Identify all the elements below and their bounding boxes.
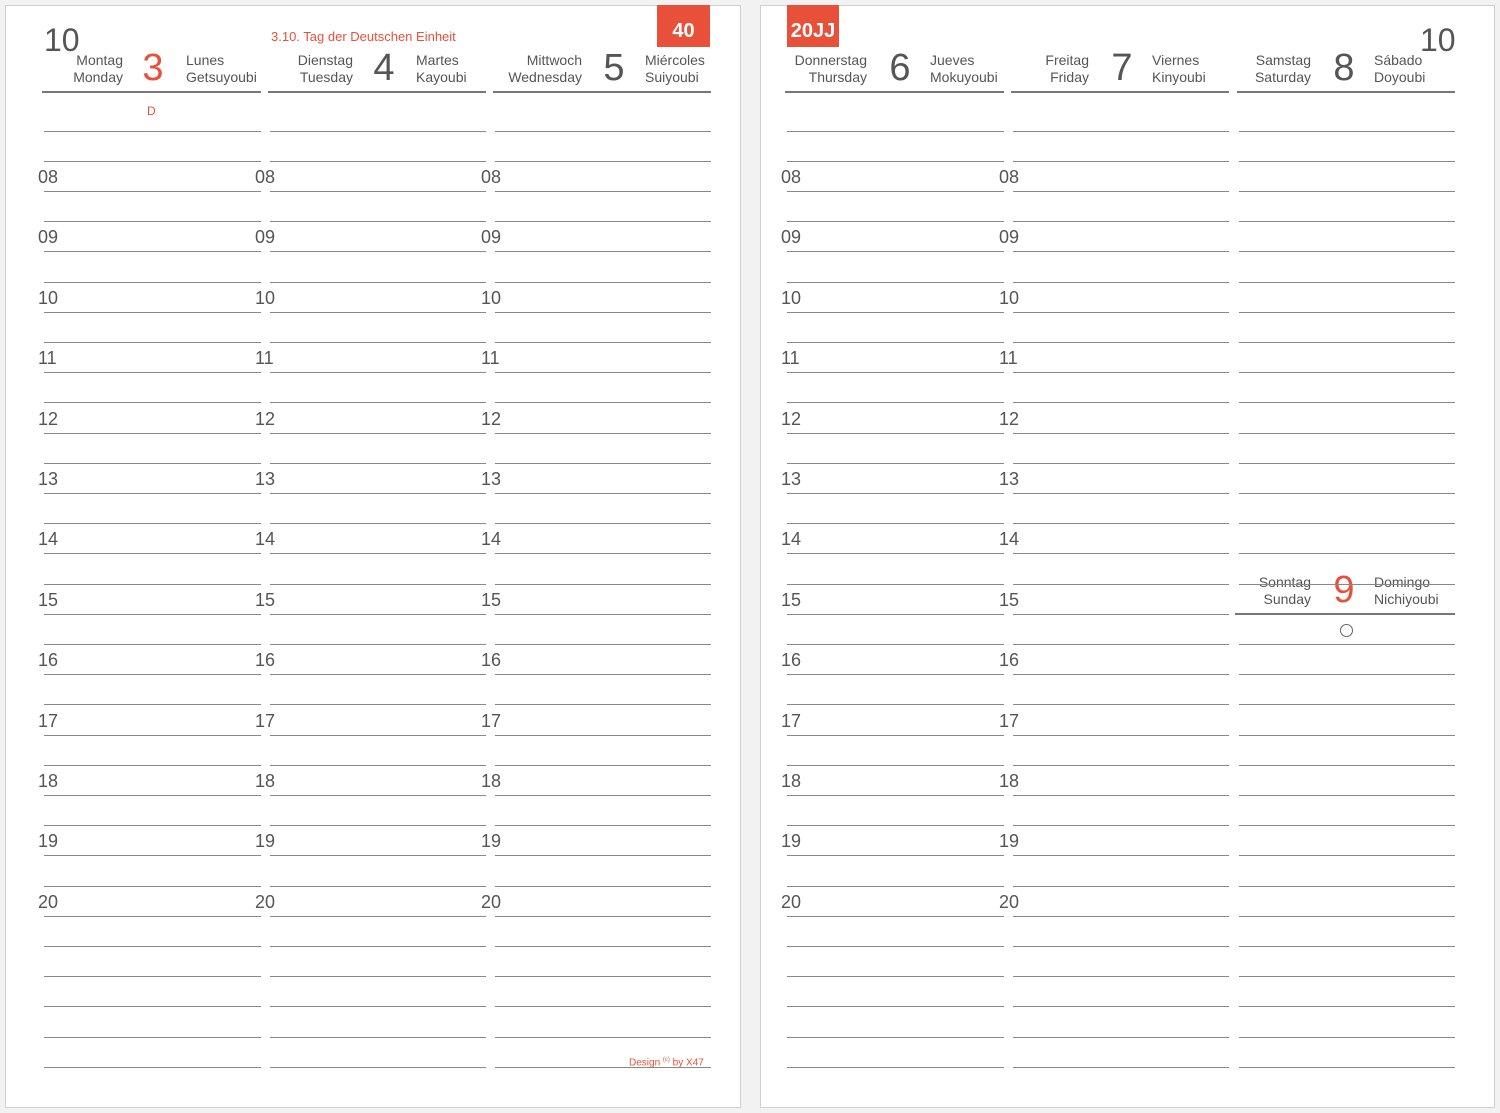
ruled-line	[270, 886, 486, 887]
ruled-line	[495, 553, 711, 554]
ruled-line	[787, 916, 1004, 917]
design-credit: Design $^{(c)}$ by X47	[629, 1057, 704, 1069]
hour-label: 14	[781, 529, 802, 549]
header-rule	[268, 91, 486, 93]
ruled-line	[1239, 976, 1455, 977]
header-rule	[1235, 613, 1455, 615]
holiday-label: 3.10. Tag der Deutschen Einheit	[271, 29, 456, 44]
ruled-line	[44, 644, 261, 645]
ruled-line	[1013, 1067, 1229, 1068]
ruled-line	[44, 251, 261, 252]
ruled-line	[495, 131, 711, 132]
day-names-thu-left: Donnerstag Thursday	[794, 52, 867, 85]
ruled-line	[44, 704, 261, 705]
ruled-line	[1013, 1037, 1229, 1038]
ruled-line	[787, 735, 1004, 736]
right-page	[760, 5, 1495, 1108]
day-names-tue-left: Dienstag Tuesday	[297, 52, 353, 85]
ruled-line	[44, 312, 261, 313]
ruled-line	[787, 1006, 1004, 1007]
hour-label: 08	[38, 167, 59, 187]
ruled-line	[495, 433, 711, 434]
hour-label: 12	[481, 409, 502, 429]
header-rule	[493, 91, 711, 93]
ruled-line	[270, 1037, 486, 1038]
hour-label: 16	[781, 650, 802, 670]
ruled-line	[270, 704, 486, 705]
ruled-line	[1239, 463, 1455, 464]
ruled-line	[1239, 644, 1455, 645]
hour-label: 14	[255, 529, 276, 549]
hour-label: 19	[781, 831, 802, 851]
ruled-line	[270, 855, 486, 856]
ruled-line	[495, 855, 711, 856]
ruled-line	[270, 584, 486, 585]
hour-label: 17	[481, 711, 502, 731]
header-rule	[1011, 91, 1229, 93]
hour-label: 16	[999, 650, 1020, 670]
ruled-line	[1013, 644, 1229, 645]
ruled-line	[495, 523, 711, 524]
hour-label: 19	[255, 831, 276, 851]
ruled-line	[1239, 946, 1455, 947]
ruled-line	[787, 553, 1004, 554]
ruled-line	[787, 463, 1004, 464]
ruled-line	[270, 795, 486, 796]
hour-label: 08	[255, 167, 276, 187]
ruled-line	[1013, 795, 1229, 796]
ruled-line	[1239, 433, 1455, 434]
ruled-line	[1013, 402, 1229, 403]
hour-label: 13	[38, 469, 59, 489]
week-number-badge: 40	[657, 5, 710, 47]
day-number-wed: 5	[603, 47, 625, 89]
day-number-thu: 6	[889, 47, 911, 89]
hour-label: 15	[255, 590, 276, 610]
ruled-line	[787, 402, 1004, 403]
hour-label: 08	[481, 167, 502, 187]
ruled-line	[44, 282, 261, 283]
ruled-line	[270, 312, 486, 313]
hour-label: 08	[781, 167, 802, 187]
hour-label: 15	[999, 590, 1020, 610]
ruled-line	[495, 191, 711, 192]
ruled-line	[787, 584, 1004, 585]
ruled-line	[44, 735, 261, 736]
ruled-line	[44, 674, 261, 675]
hour-label: 09	[255, 227, 276, 247]
ruled-line	[44, 553, 261, 554]
day-names-mon-right: Lunes Getsuyoubi	[186, 52, 257, 85]
ruled-line	[1013, 372, 1229, 373]
day-names-sun-left: Sonntag Sunday	[1258, 574, 1311, 607]
ruled-line	[1239, 795, 1455, 796]
ruled-line	[1239, 765, 1455, 766]
ruled-line	[495, 402, 711, 403]
ruled-line	[495, 886, 711, 887]
ruled-line	[1239, 372, 1455, 373]
ruled-line	[1013, 614, 1229, 615]
hour-label: 13	[999, 469, 1020, 489]
ruled-line	[495, 1006, 711, 1007]
ruled-line	[495, 251, 711, 252]
hour-label: 08	[999, 167, 1020, 187]
header-rule	[42, 91, 261, 93]
full-moon-icon	[1340, 624, 1353, 637]
ruled-line	[787, 433, 1004, 434]
ruled-line	[270, 1006, 486, 1007]
ruled-line	[787, 131, 1004, 132]
day-number-sun: 9	[1333, 569, 1355, 611]
day-names-sat-left: Samstag Saturday	[1254, 52, 1311, 85]
hour-label: 18	[781, 771, 802, 791]
hour-label: 11	[999, 348, 1018, 368]
ruled-line	[1013, 553, 1229, 554]
ruled-line	[270, 131, 486, 132]
ruled-line	[1239, 161, 1455, 162]
ruled-line	[270, 282, 486, 283]
ruled-line	[495, 1037, 711, 1038]
ruled-line	[787, 886, 1004, 887]
ruled-line	[270, 916, 486, 917]
ruled-line	[787, 372, 1004, 373]
ruled-line	[270, 553, 486, 554]
ruled-line	[44, 1006, 261, 1007]
hour-label: 12	[38, 409, 59, 429]
ruled-line	[495, 221, 711, 222]
hour-label: 14	[38, 529, 59, 549]
ruled-line	[44, 402, 261, 403]
hour-label: 10	[481, 288, 502, 308]
month-right: 10	[1420, 22, 1456, 58]
ruled-line	[1013, 765, 1229, 766]
hour-label: 17	[999, 711, 1020, 731]
ruled-line	[495, 342, 711, 343]
ruled-line	[1013, 342, 1229, 343]
hour-label: 09	[999, 227, 1020, 247]
ruled-line	[1239, 282, 1455, 283]
ruled-line	[495, 493, 711, 494]
ruled-line	[1013, 523, 1229, 524]
ruled-line	[270, 493, 486, 494]
hour-label: 10	[781, 288, 802, 308]
day-names-sat-right: Sábado Doyoubi	[1374, 52, 1426, 85]
ruled-line	[787, 221, 1004, 222]
hour-label: 18	[481, 771, 502, 791]
day-names-wed-left: Mittwoch Wednesday	[508, 52, 582, 85]
month-left: 10	[44, 22, 80, 58]
ruled-line	[787, 674, 1004, 675]
ruled-line	[44, 221, 261, 222]
ruled-line	[787, 493, 1004, 494]
hour-label: 09	[481, 227, 502, 247]
ruled-line	[1239, 312, 1455, 313]
ruled-line	[270, 191, 486, 192]
hour-label: 19	[999, 831, 1020, 851]
ruled-line	[495, 282, 711, 283]
hour-label: 12	[999, 409, 1020, 429]
ruled-line	[44, 765, 261, 766]
ruled-line	[1239, 1037, 1455, 1038]
hour-label: 19	[38, 831, 59, 851]
ruled-line	[495, 463, 711, 464]
ruled-line	[270, 463, 486, 464]
hour-label: 11	[38, 348, 57, 368]
ruled-line	[1013, 463, 1229, 464]
ruled-line	[1239, 131, 1455, 132]
hour-label: 14	[999, 529, 1020, 549]
ruled-line	[270, 342, 486, 343]
hour-label: 10	[255, 288, 276, 308]
ruled-line	[787, 644, 1004, 645]
ruled-line	[270, 1067, 486, 1068]
day-number-tue: 4	[373, 47, 395, 89]
ruled-line	[787, 825, 1004, 826]
ruled-line	[1239, 886, 1455, 887]
ruled-line	[270, 644, 486, 645]
ruled-line	[270, 161, 486, 162]
ruled-line	[787, 251, 1004, 252]
ruled-line	[787, 161, 1004, 162]
ruled-line	[270, 251, 486, 252]
ruled-line	[787, 191, 1004, 192]
ruled-line	[1239, 704, 1455, 705]
hour-label: 09	[38, 227, 59, 247]
hour-label: 15	[38, 590, 59, 610]
ruled-line	[1239, 251, 1455, 252]
hour-label: 18	[999, 771, 1020, 791]
ruled-line	[44, 463, 261, 464]
ruled-line	[1239, 674, 1455, 675]
ruled-line	[44, 342, 261, 343]
ruled-line	[44, 161, 261, 162]
ruled-line	[44, 1067, 261, 1068]
ruled-line	[1239, 916, 1455, 917]
ruled-line	[1013, 493, 1229, 494]
ruled-line	[495, 584, 711, 585]
ruled-line	[787, 342, 1004, 343]
hour-label: 15	[481, 590, 502, 610]
ruled-line	[44, 584, 261, 585]
ruled-line	[270, 402, 486, 403]
hour-label: 20	[38, 892, 59, 912]
hour-label: 17	[38, 711, 59, 731]
ruled-line	[1013, 1006, 1229, 1007]
hour-label: 17	[255, 711, 276, 731]
ruled-line	[1013, 161, 1229, 162]
ruled-line	[44, 1037, 261, 1038]
day-names-fri-right: Viernes Kinyoubi	[1152, 52, 1206, 85]
ruled-line	[787, 855, 1004, 856]
ruled-line	[787, 704, 1004, 705]
hour-label: 16	[481, 650, 502, 670]
ruled-line	[1013, 674, 1229, 675]
hour-label: 20	[999, 892, 1020, 912]
ruled-line	[1013, 191, 1229, 192]
ruled-line	[1013, 735, 1229, 736]
ruled-line	[44, 614, 261, 615]
header-rule	[1237, 91, 1455, 93]
ruled-line	[44, 976, 261, 977]
ruled-line	[1013, 855, 1229, 856]
hour-label: 11	[481, 348, 500, 368]
hour-label: 15	[781, 590, 802, 610]
ruled-line	[1239, 553, 1455, 554]
hour-label: 16	[38, 650, 59, 670]
hour-label: 10	[38, 288, 59, 308]
ruled-line	[44, 916, 261, 917]
day-names-thu-right: Jueves Mokuyoubi	[930, 52, 998, 85]
ruled-line	[1239, 1067, 1455, 1068]
hour-label: 11	[255, 348, 274, 368]
ruled-line	[1013, 312, 1229, 313]
ruled-line	[1013, 886, 1229, 887]
hour-label: 18	[255, 771, 276, 791]
ruled-line	[1239, 1006, 1455, 1007]
ruled-line	[44, 946, 261, 947]
ruled-line	[44, 433, 261, 434]
ruled-line	[44, 886, 261, 887]
ruled-line	[1239, 523, 1455, 524]
ruled-line	[270, 946, 486, 947]
ruled-line	[495, 674, 711, 675]
ruled-line	[495, 795, 711, 796]
ruled-line	[270, 372, 486, 373]
ruled-line	[270, 221, 486, 222]
ruled-line	[1239, 493, 1455, 494]
ruled-line	[495, 644, 711, 645]
hour-label: 13	[481, 469, 502, 489]
ruled-line	[1239, 855, 1455, 856]
hour-label: 20	[781, 892, 802, 912]
ruled-line	[44, 493, 261, 494]
day-names-wed-right: Miércoles Suiyoubi	[645, 52, 705, 85]
ruled-line	[495, 765, 711, 766]
ruled-line	[787, 1037, 1004, 1038]
ruled-line	[495, 161, 711, 162]
hour-label: 12	[255, 409, 276, 429]
ruled-line	[44, 795, 261, 796]
ruled-line	[495, 312, 711, 313]
ruled-line	[270, 523, 486, 524]
ruled-line	[1239, 584, 1455, 585]
hour-label: 18	[38, 771, 59, 791]
day-names-mon-left: Montag Monday	[73, 52, 123, 85]
ruled-line	[787, 795, 1004, 796]
hour-label: 17	[781, 711, 802, 731]
ruled-line	[270, 976, 486, 977]
ruled-line	[787, 765, 1004, 766]
day-number-fri: 7	[1111, 47, 1133, 89]
left-page	[5, 5, 741, 1108]
day-marker: D	[147, 104, 156, 118]
hour-label: 14	[481, 529, 502, 549]
ruled-line	[1239, 825, 1455, 826]
ruled-line	[787, 946, 1004, 947]
ruled-line	[44, 855, 261, 856]
ruled-line	[1239, 221, 1455, 222]
ruled-line	[495, 916, 711, 917]
ruled-line	[495, 735, 711, 736]
hour-label: 09	[781, 227, 802, 247]
day-names-sun-right: Domingo Nichiyoubi	[1374, 574, 1439, 607]
ruled-line	[44, 825, 261, 826]
hour-label: 12	[781, 409, 802, 429]
ruled-line	[1013, 584, 1229, 585]
ruled-line	[787, 976, 1004, 977]
ruled-line	[495, 976, 711, 977]
ruled-line	[270, 765, 486, 766]
ruled-line	[270, 433, 486, 434]
year-badge: 20JJ	[787, 5, 839, 47]
ruled-line	[1013, 282, 1229, 283]
ruled-line	[787, 614, 1004, 615]
hour-label: 20	[255, 892, 276, 912]
ruled-line	[1239, 735, 1455, 736]
hour-label: 16	[255, 650, 276, 670]
ruled-line	[1239, 402, 1455, 403]
ruled-line	[1013, 946, 1229, 947]
ruled-line	[1013, 704, 1229, 705]
ruled-line	[1013, 221, 1229, 222]
hour-label: 20	[481, 892, 502, 912]
ruled-line	[495, 704, 711, 705]
ruled-line	[270, 735, 486, 736]
ruled-line	[270, 614, 486, 615]
ruled-line	[44, 191, 261, 192]
ruled-line	[787, 282, 1004, 283]
header-rule	[785, 91, 1004, 93]
day-names-tue-right: Martes Kayoubi	[416, 52, 467, 85]
hour-label: 11	[781, 348, 800, 368]
ruled-line	[495, 614, 711, 615]
ruled-line	[1013, 251, 1229, 252]
ruled-line	[1239, 191, 1455, 192]
ruled-line	[1239, 342, 1455, 343]
ruled-line	[1013, 825, 1229, 826]
ruled-line	[270, 674, 486, 675]
hour-label: 13	[781, 469, 802, 489]
ruled-line	[495, 372, 711, 373]
ruled-line	[495, 825, 711, 826]
ruled-line	[787, 523, 1004, 524]
ruled-line	[44, 131, 261, 132]
ruled-line	[495, 1067, 711, 1068]
ruled-line	[787, 312, 1004, 313]
ruled-line	[1013, 916, 1229, 917]
ruled-line	[495, 946, 711, 947]
ruled-line	[1013, 131, 1229, 132]
ruled-line	[1013, 433, 1229, 434]
ruled-line	[44, 523, 261, 524]
hour-label: 19	[481, 831, 502, 851]
hour-label: 13	[255, 469, 276, 489]
day-number-mon: 3	[142, 47, 164, 89]
ruled-line	[44, 372, 261, 373]
ruled-line	[1013, 976, 1229, 977]
hour-label: 10	[999, 288, 1020, 308]
day-number-sat: 8	[1333, 47, 1355, 89]
ruled-line	[787, 1067, 1004, 1068]
ruled-line	[270, 825, 486, 826]
day-names-fri-left: Freitag Friday	[1045, 52, 1089, 85]
